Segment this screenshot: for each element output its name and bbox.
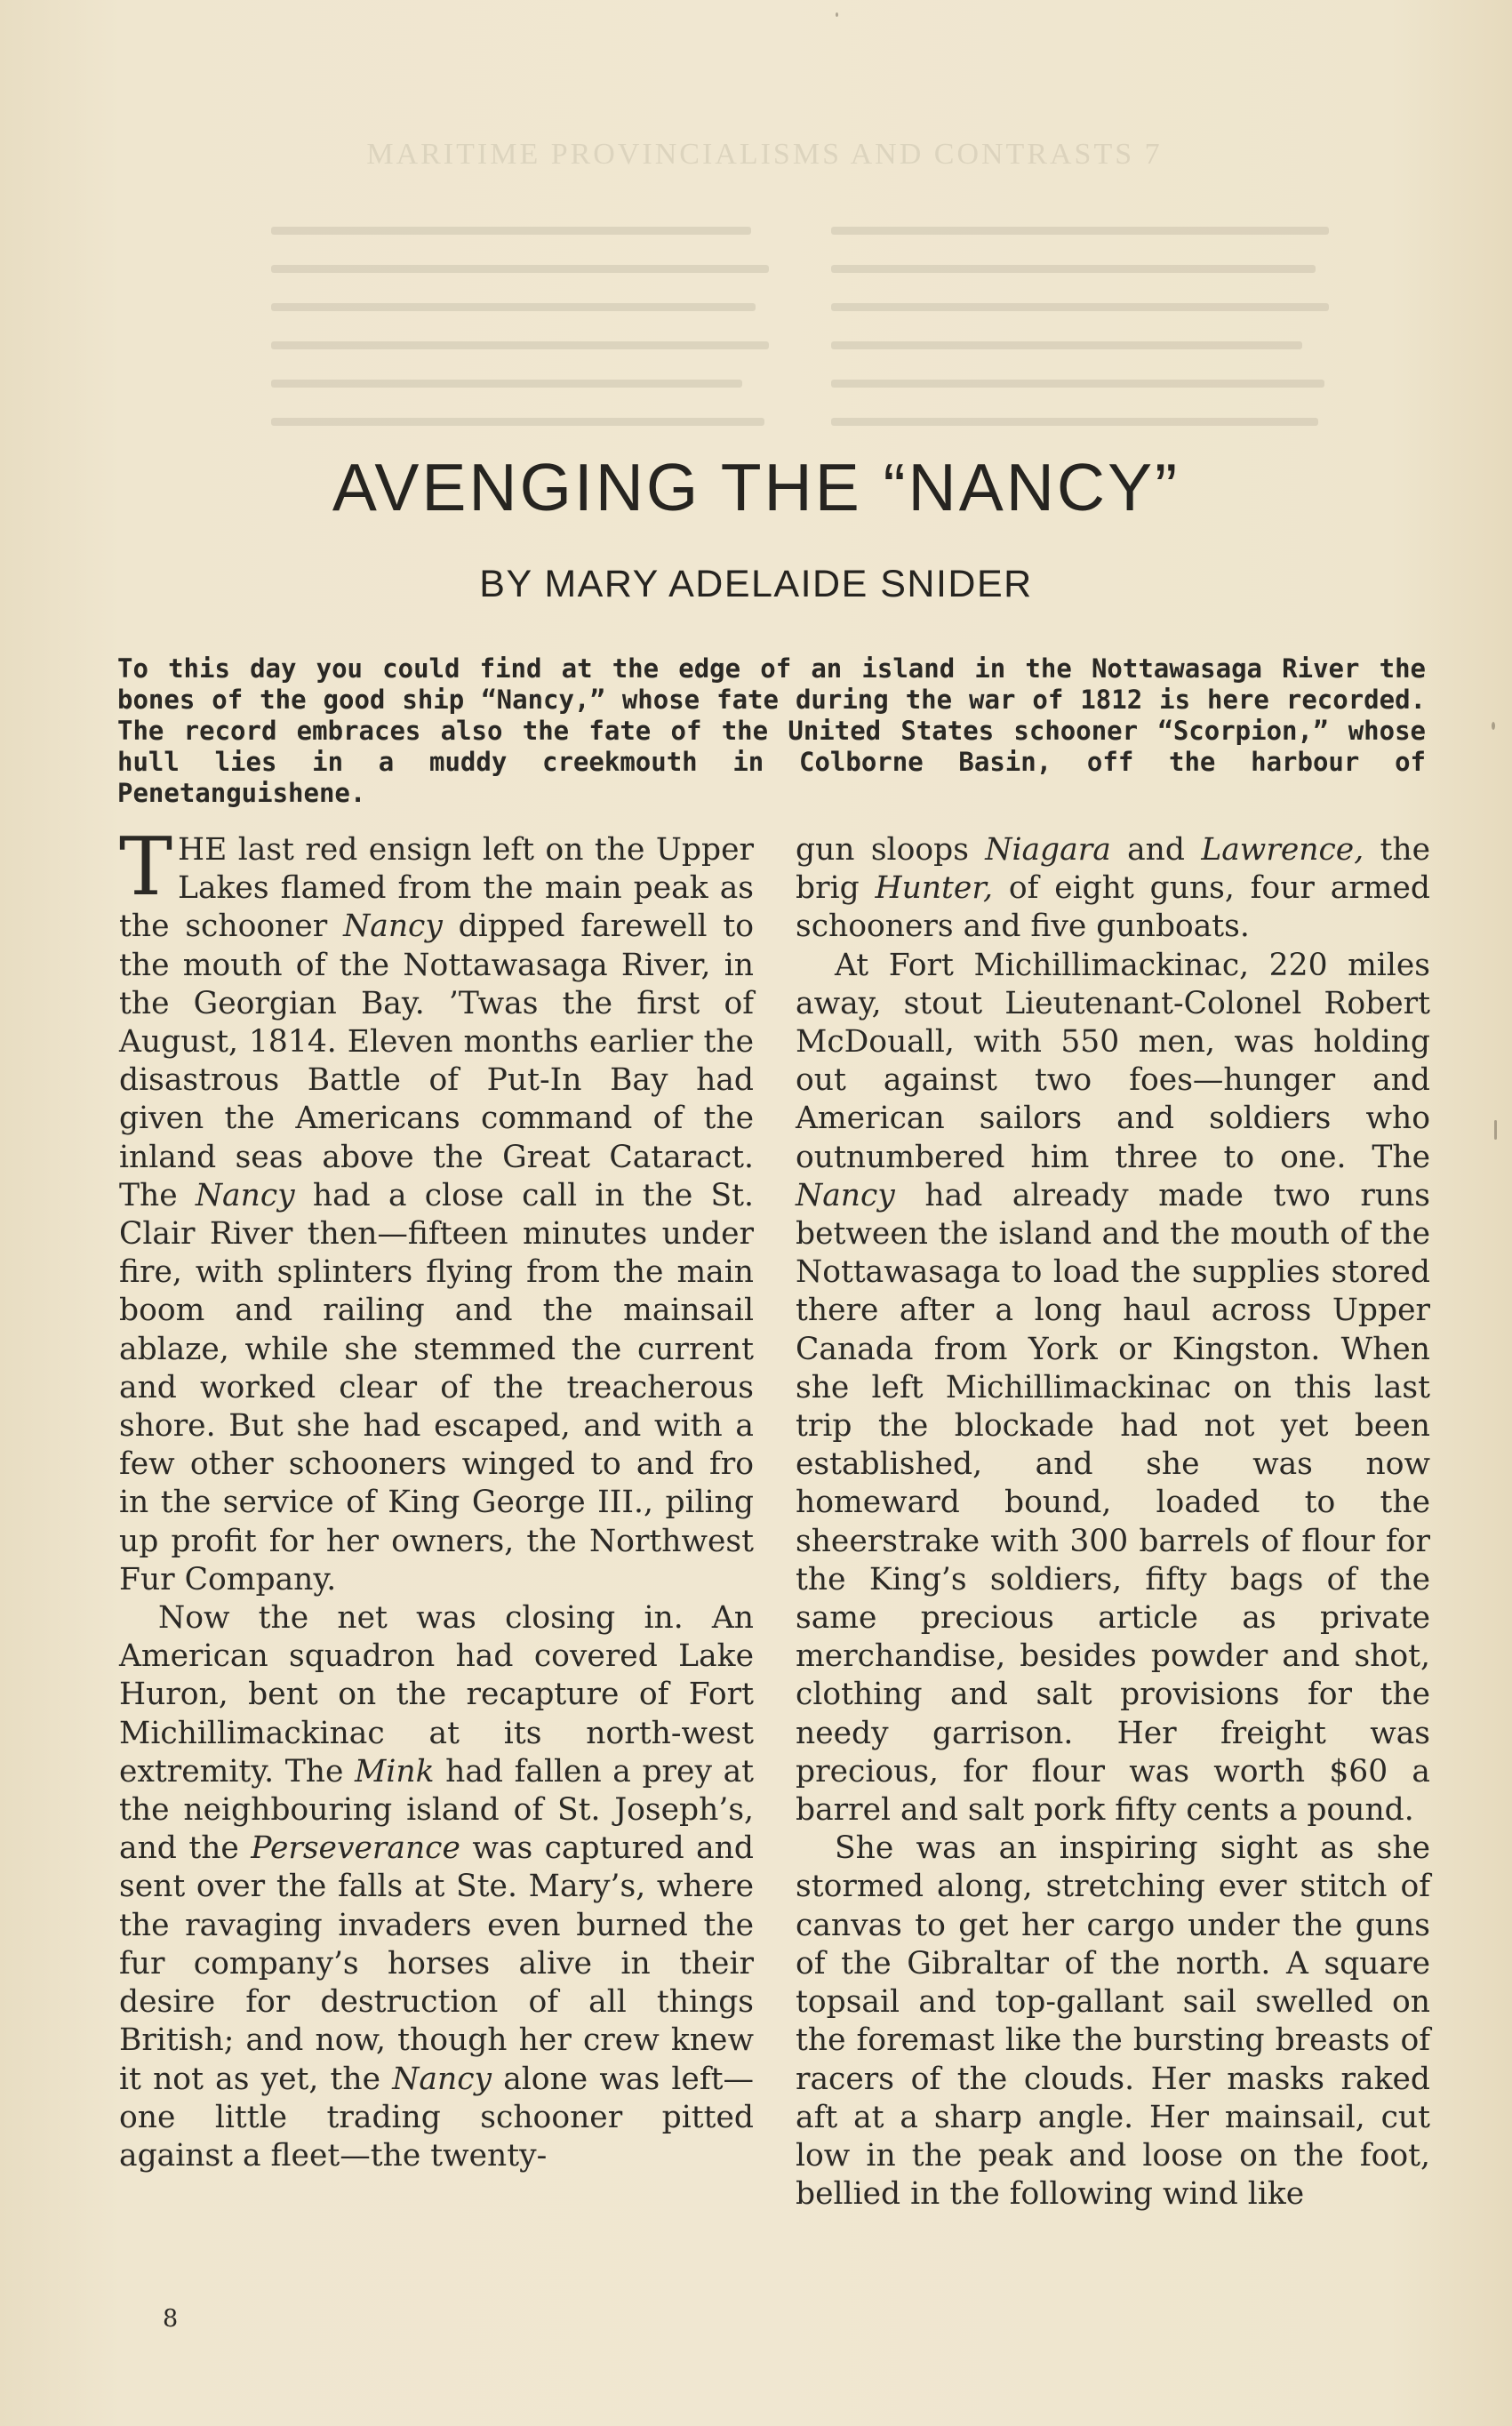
paragraph: Now the net was closing in. An American squadron had covered Lake Huron, bent on the recapture of Fort Michillimackinac at its north-west extremity. The Mink had fallen a prey at the neighbouring island of St. Joseph’s, and the Perseverance was captured and sent over the falls at Ste. Mary’s, where the ravaging invaders even burned the fur company’s horses alive in their desire for destruction of all things British; and now, though her crew knew it not as yet, the Nancy alone was left—one little trading schooner pitted against a fleet—the twenty- [119,1600,755,2174]
drop-cap: T [119,821,173,914]
article-title: AVENGING THE “NANCY” [332,450,1180,524]
paper-speck [1494,1120,1497,1140]
paragraph: THE last red ensign left on the Upper Lakes flamed from the main peak as the schooner Nancy dipped farewell to the mouth of the Nottawasaga River, in the Georgian Bay. ’Twas the first of August, 1814. Eleven months earlier the disastrous Battle of Put-In Bay had given the Americans command of the inland seas above the Great Cataract. The Nancy had a close call in the St. Clair River then—fifteen minutes under fire, with splinters flying from the main boom and railing and the mainsail ablaze, while she stemmed the current and worked clear of the treacherous shore. But she had escaped, and with a few other schooners winged to and fro in the service of King George III., piling up profit for her owners, the Northwest Fur Company. [119,821,754,1597]
body-column-right [796,831,1430,2214]
page-number: 8 [163,2305,179,2333]
paper-speck [1492,722,1495,730]
paragraph: She was an inspiring sight as she stormed along, stretching ever stitch of canvas to get her cargo under the guns of the Gibraltar of the north. A square topsail and top-gallant sail swelled on the foremast like the bursting breasts of racers of the clouds. Her masks raked aft at a sharp angle. Her mainsail, cut low in the peak and loose on the foot, bellied in the following wind like [796,1830,1430,2213]
paper-speck [836,12,838,17]
article-intro: To this day you could find at the edge of an island in the Nottawasaga River the bones of the good ship “Nancy,” whose fate during the war of 1812 is here recorded. The record embraces also the fate of the United States schooner “Scorpion,” whose hull lies in a muddy creekmouth in Colborne Basin, off the harbour of Penetanguishene. [117,653,1426,808]
bleed-through-running-head: MARITIME PROVINCIALISMS AND CONTRASTS 7 [366,138,1163,171]
article-byline: BY MARY ADELAIDE SNIDER [479,563,1033,605]
paragraph: gun sloops Niagara and Lawrence, the brig Hunter, of eight guns, four armed schooners and five gunboats. [796,832,1431,945]
paragraph: At Fort Michillimackinac, 220 miles away, stout Lieutenant-Colonel Robert McDouall, with 550 men, was holding out against two foes—hunger and American sailors and soldiers who outnumbered him three to one. The Nancy had already made two runs between the island and the mouth of the Nottawasaga to load the supplies stored there after a long haul across Upper Canada from York or Kingston. When she left Michillimackinac on this last trip the blockade had not yet been established, and she was now homeward bound, loaded to the sheerstrake with 300 barrels of flour for the King’s soldiers, fifty bags of the same precious article as private merchandise, besides powder and shot, clothing and salt provisions for the needy garrison. Her freight was precious, for flour was worth $60 a barrel and salt pork fifty cents a pound. [796,947,1430,1829]
body-column-left [119,821,755,2175]
